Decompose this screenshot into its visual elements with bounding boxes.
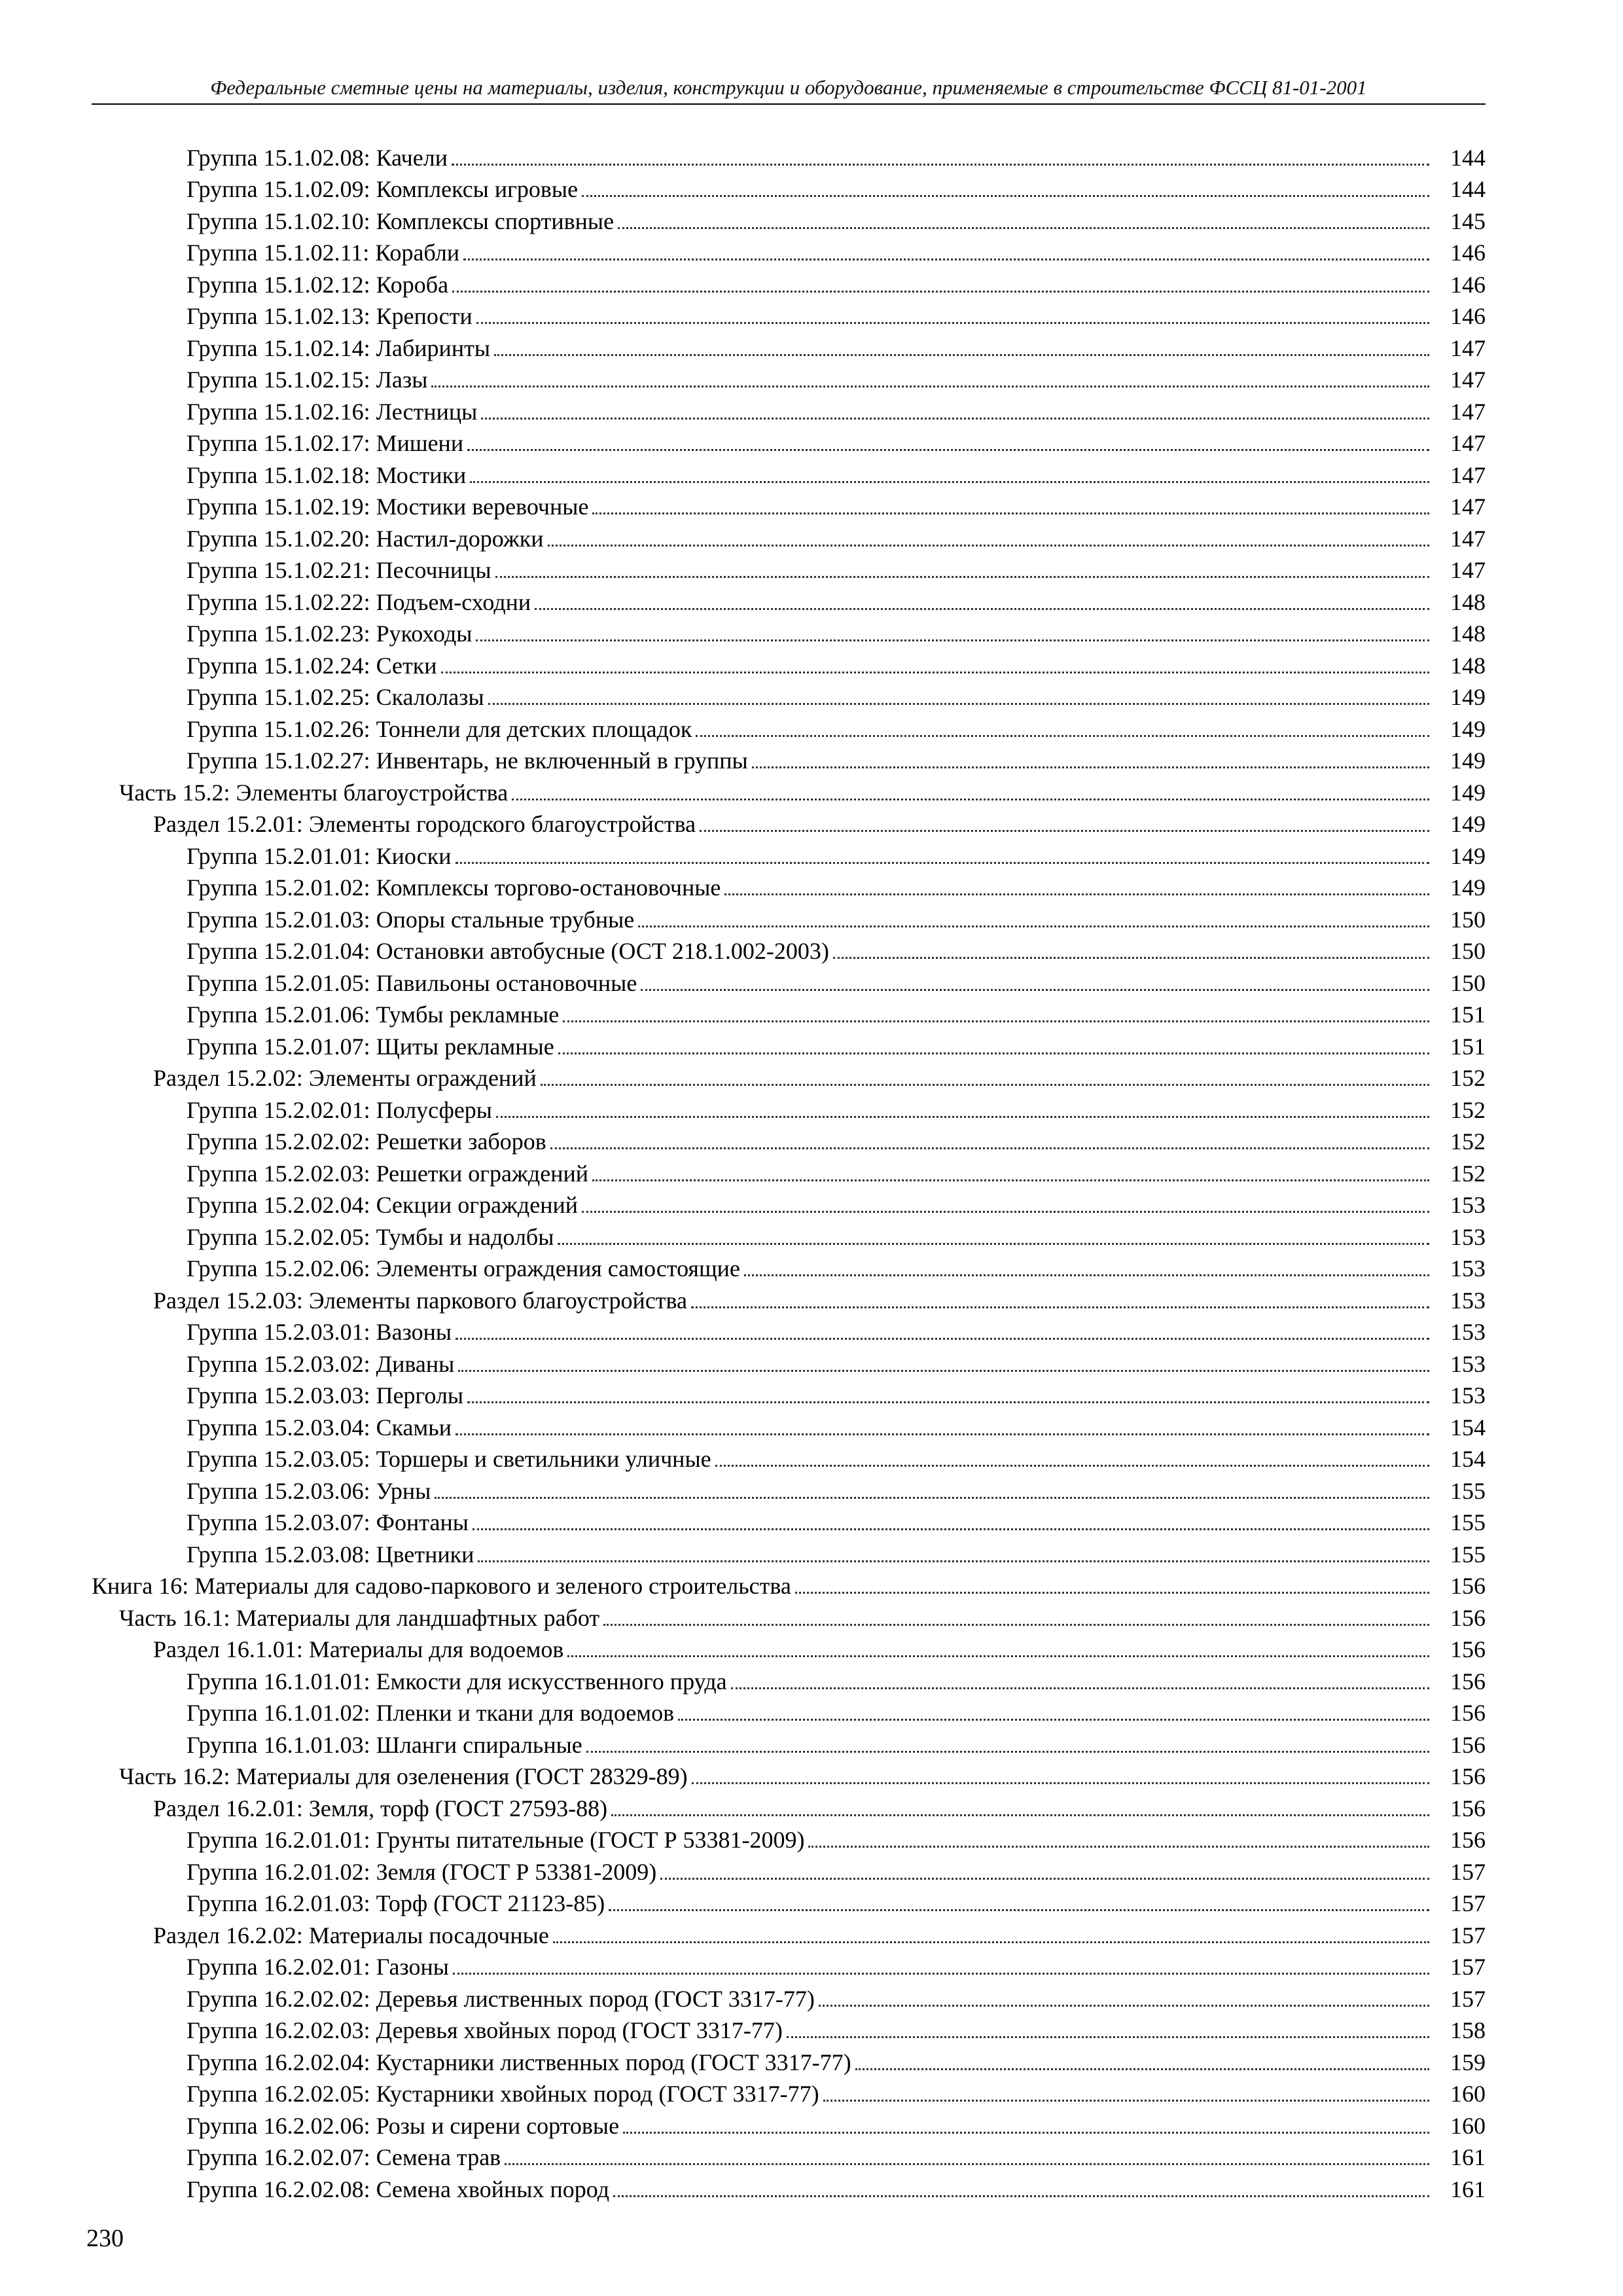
toc-entry-page: 144 xyxy=(1450,144,1486,171)
toc-entry-page: 150 xyxy=(1450,969,1486,996)
toc-entry-title: Группа 15.1.02.09: Комплексы игровые xyxy=(187,176,579,202)
toc-entry-title: Раздел 16.2.02: Материалы посадочные xyxy=(153,1922,549,1948)
toc-entry-page: 155 xyxy=(1450,1477,1486,1504)
toc-entry[interactable] xyxy=(0,617,1623,649)
toc-entry-title: Группа 16.1.01.03: Шланги спиральные xyxy=(187,1731,582,1758)
dot-leader xyxy=(715,1465,1429,1467)
toc-entry[interactable] xyxy=(0,997,1623,1030)
dot-leader xyxy=(582,195,1429,197)
toc-entry-page: 147 xyxy=(1450,398,1486,425)
toc-entry-page: 149 xyxy=(1450,779,1486,806)
toc-entry-title: Группа 15.2.02.04: Секции ограждений xyxy=(187,1192,579,1218)
toc-entry[interactable] xyxy=(0,1727,1623,1759)
toc-entry-title: Группа 15.1.02.27: Инвентарь, не включенный в группы xyxy=(187,747,748,774)
toc-entry-title: Часть 16.1: Материалы для ландшафтных работ xyxy=(119,1604,600,1631)
dot-leader xyxy=(582,1211,1429,1213)
toc-entry-title: Группа 15.1.02.14: Лабиринты xyxy=(187,334,491,361)
toc-entry[interactable] xyxy=(0,1219,1623,1251)
toc-entry-page: 161 xyxy=(1450,2176,1486,2202)
toc-entry-page: 153 xyxy=(1450,1350,1486,1377)
dot-leader xyxy=(833,957,1429,959)
dot-leader xyxy=(435,1497,1429,1499)
toc-entry-title: Группа 16.2.02.01: Газоны xyxy=(187,1954,449,1980)
toc-entry-title: Группа 16.2.02.05: Кустарники хвойных пород (ГОСТ 3317-77) xyxy=(187,2081,819,2107)
dot-leader xyxy=(678,1719,1429,1721)
toc-entry[interactable] xyxy=(0,1600,1623,1632)
toc-entry-page: 148 xyxy=(1450,652,1486,679)
toc-entry[interactable] xyxy=(0,1854,1623,1886)
toc-entry-title: Раздел 15.2.02: Элементы ограждений xyxy=(153,1065,537,1091)
toc-entry-page: 148 xyxy=(1450,620,1486,647)
dot-leader xyxy=(563,1020,1429,1022)
page-number: 230 xyxy=(86,2225,124,2252)
toc-entry-title: Группа 15.2.01.05: Павильоны остановочные xyxy=(187,969,637,996)
dot-leader xyxy=(481,418,1429,420)
toc-entry-page: 150 xyxy=(1450,938,1486,964)
dot-leader xyxy=(787,2036,1429,2038)
toc-entry-title: Группа 15.2.01.01: Киоски xyxy=(187,842,452,869)
toc-entry-title: Группа 15.1.02.16: Лестницы xyxy=(187,398,478,425)
toc-entry[interactable] xyxy=(0,394,1623,426)
dot-leader xyxy=(495,576,1429,578)
toc-entry-title: Группа 15.2.03.05: Торшеры и светильники уличные xyxy=(187,1446,711,1472)
dot-leader xyxy=(744,1274,1429,1276)
toc-entry-title: Группа 16.2.01.03: Торф (ГОСТ 21123-85) xyxy=(187,1890,605,1916)
toc-entry-title: Группа 15.2.01.04: Остановки автобусные (ОСТ 218.1.002-2003) xyxy=(187,938,829,964)
toc-entry[interactable] xyxy=(0,1537,1623,1569)
toc-entry-title: Группа 15.2.03.08: Цветники xyxy=(187,1541,474,1568)
toc-entry-title: Раздел 15.2.03: Элементы паркового благоустройства xyxy=(153,1287,688,1314)
dot-leader xyxy=(467,449,1429,451)
dot-leader xyxy=(494,354,1429,356)
toc-entry-page: 152 xyxy=(1450,1160,1486,1187)
dot-leader xyxy=(476,639,1429,641)
toc-entry-title: Группа 15.1.02.25: Скалолазы xyxy=(187,684,484,710)
dot-leader xyxy=(641,989,1429,991)
toc-entry[interactable] xyxy=(0,204,1623,236)
toc-entry-page: 158 xyxy=(1450,2017,1486,2043)
toc-entry-page: 152 xyxy=(1450,1065,1486,1091)
dot-leader xyxy=(731,1687,1429,1689)
toc-entry-title: Группа 15.1.02.18: Мостики xyxy=(187,461,467,488)
toc-entry[interactable] xyxy=(0,807,1623,839)
toc-entry[interactable] xyxy=(0,584,1623,617)
dot-leader xyxy=(541,1084,1429,1086)
dot-leader xyxy=(603,1624,1429,1626)
toc-entry-page: 154 xyxy=(1450,1446,1486,1472)
toc-entry-page: 147 xyxy=(1450,557,1486,583)
toc-entry-title: Группа 16.2.02.06: Розы и сирени сортовые xyxy=(187,2112,620,2139)
toc-entry-title: Группа 15.2.03.01: Вазоны xyxy=(187,1319,452,1345)
toc-entry-title: Группа 15.2.03.07: Фонтаны xyxy=(187,1509,469,1535)
toc-entry-title: Группа 15.1.02.22: Подъем-сходни xyxy=(187,588,531,615)
toc-entry[interactable] xyxy=(0,2140,1623,2172)
dot-leader xyxy=(431,386,1429,387)
dot-leader xyxy=(692,1782,1429,1784)
toc-entry[interactable] xyxy=(0,1283,1623,1315)
toc-entry[interactable] xyxy=(0,331,1623,363)
toc-entry-title: Группа 15.2.02.01: Полусферы xyxy=(187,1096,492,1123)
toc-entry-page: 151 xyxy=(1450,1033,1486,1060)
dot-leader xyxy=(660,1878,1429,1880)
toc-entry-page: 156 xyxy=(1450,1795,1486,1821)
dot-leader xyxy=(535,608,1429,610)
dot-leader xyxy=(470,481,1429,483)
toc-entry-page: 156 xyxy=(1450,1668,1486,1695)
dot-leader xyxy=(476,322,1429,324)
toc-entry-page: 148 xyxy=(1450,588,1486,615)
toc-entry[interactable] xyxy=(0,775,1623,807)
dot-leader xyxy=(467,1401,1429,1403)
toc-entry-title: Группа 15.1.02.24: Сетки xyxy=(187,652,437,679)
dot-leader xyxy=(455,1433,1429,1435)
toc-entry-page: 152 xyxy=(1450,1128,1486,1155)
toc-entry-page: 160 xyxy=(1450,2112,1486,2139)
toc-entry-title: Раздел 16.2.01: Земля, торф (ГОСТ 27593-88) xyxy=(153,1795,608,1821)
header-divider xyxy=(92,103,1486,105)
dot-leader xyxy=(696,735,1429,737)
toc-entry[interactable] xyxy=(0,140,1623,172)
toc-entry[interactable] xyxy=(0,1410,1623,1442)
dot-leader xyxy=(512,798,1429,800)
toc-entry-title: Книга 16: Материалы для садово-паркового и зеленого строительства xyxy=(92,1573,791,1599)
toc-entry-title: Группа 15.2.03.03: Перголы xyxy=(187,1382,464,1408)
toc-entry-title: Группа 15.2.01.07: Щиты рекламные xyxy=(187,1033,554,1060)
toc-entry-title: Группа 15.1.02.08: Качели xyxy=(187,144,448,171)
toc-entry-page: 147 xyxy=(1450,461,1486,488)
toc-entry[interactable] xyxy=(0,2013,1623,2045)
toc-entry[interactable] xyxy=(0,490,1623,522)
toc-entry-page: 147 xyxy=(1450,525,1486,552)
toc-entry-title: Группа 15.1.02.26: Тоннели для детских площадок xyxy=(187,715,692,742)
toc-entry-page: 157 xyxy=(1450,1890,1486,1916)
dot-leader xyxy=(455,1338,1429,1340)
dot-leader xyxy=(700,830,1429,832)
toc-entry-page: 145 xyxy=(1450,207,1486,234)
toc-entry-title: Часть 15.2: Элементы благоустройства xyxy=(119,779,508,806)
toc-entry[interactable] xyxy=(0,1886,1623,1918)
toc-entry[interactable] xyxy=(0,1950,1623,1982)
toc-entry-title: Группа 15.1.02.19: Мостики веревочные xyxy=(187,493,589,520)
toc-entry[interactable] xyxy=(0,711,1623,744)
toc-entry[interactable] xyxy=(0,172,1623,204)
dot-leader xyxy=(452,291,1429,293)
toc-entry-title: Раздел 15.2.01: Элементы городского благоустройства xyxy=(153,811,696,837)
toc-entry[interactable] xyxy=(0,1124,1623,1157)
dot-leader xyxy=(611,1814,1429,1816)
toc-entry-page: 149 xyxy=(1450,684,1486,710)
toc-entry[interactable] xyxy=(0,426,1623,458)
dot-leader xyxy=(586,1751,1429,1753)
toc-entry-title: Раздел 16.1.01: Материалы для водоемов xyxy=(153,1636,564,1662)
toc-entry-title: Группа 16.2.01.02: Земля (ГОСТ Р 53381-2009) xyxy=(187,1858,657,1885)
toc-entry-page: 153 xyxy=(1450,1255,1486,1282)
toc-entry[interactable] xyxy=(0,648,1623,680)
toc-entry-page: 147 xyxy=(1450,367,1486,393)
toc-entry[interactable] xyxy=(0,1791,1623,1823)
dot-leader xyxy=(752,766,1429,768)
toc-entry[interactable] xyxy=(0,267,1623,299)
dot-leader xyxy=(855,2068,1429,2070)
toc-entry[interactable] xyxy=(0,363,1623,395)
toc-entry[interactable] xyxy=(0,1632,1623,1664)
toc-entry-page: 151 xyxy=(1450,1001,1486,1028)
toc-entry[interactable] xyxy=(0,1092,1623,1124)
dot-leader xyxy=(609,1909,1429,1911)
toc-entry-title: Группа 15.2.02.02: Решетки заборов xyxy=(187,1128,546,1155)
toc-entry-page: 146 xyxy=(1450,271,1486,298)
toc-entry[interactable] xyxy=(0,2077,1623,2109)
toc-entry-page: 161 xyxy=(1450,2144,1486,2170)
toc-entry-page: 149 xyxy=(1450,874,1486,901)
toc-entry[interactable] xyxy=(0,521,1623,553)
toc-entry-page: 157 xyxy=(1450,1922,1486,1948)
dot-leader xyxy=(553,1941,1429,1943)
toc-entry[interactable] xyxy=(0,1505,1623,1537)
toc-entry[interactable] xyxy=(0,1918,1623,1950)
dot-leader xyxy=(558,1243,1429,1245)
toc-entry-title: Группа 15.2.01.03: Опоры стальные трубные xyxy=(187,906,635,933)
toc-entry[interactable] xyxy=(0,1759,1623,1791)
dot-leader xyxy=(819,2005,1429,2007)
dot-leader xyxy=(638,925,1429,927)
toc-entry[interactable] xyxy=(0,1823,1623,1855)
toc-entry[interactable] xyxy=(0,553,1623,585)
toc-entry-title: Группа 15.1.02.17: Мишени xyxy=(187,430,464,456)
toc-entry-page: 153 xyxy=(1450,1287,1486,1314)
toc-entry[interactable] xyxy=(0,236,1623,268)
toc-entry[interactable] xyxy=(0,457,1623,490)
toc-entry-page: 144 xyxy=(1450,176,1486,202)
toc-entry-page: 149 xyxy=(1450,715,1486,742)
toc-entry-title: Группа 15.1.02.11: Корабли xyxy=(187,240,460,266)
dot-leader xyxy=(724,893,1429,895)
toc-entry[interactable] xyxy=(0,902,1623,934)
dot-leader xyxy=(496,1116,1429,1118)
toc-entry-title: Группа 15.2.02.06: Элементы ограждения самостоящие xyxy=(187,1255,740,1282)
toc-entry[interactable] xyxy=(0,1346,1623,1378)
toc-entry-page: 152 xyxy=(1450,1096,1486,1123)
toc-entry-page: 155 xyxy=(1450,1541,1486,1568)
dot-leader xyxy=(623,2132,1429,2134)
toc-entry-page: 160 xyxy=(1450,2081,1486,2107)
toc-entry-page: 157 xyxy=(1450,1985,1486,2012)
toc-entry-title: Группа 15.2.02.05: Тумбы и надолбы xyxy=(187,1223,554,1250)
toc-entry[interactable] xyxy=(0,1156,1623,1188)
toc-entry-title: Группа 16.2.02.08: Семена хвойных пород xyxy=(187,2176,610,2202)
toc-entry[interactable] xyxy=(0,1473,1623,1505)
dot-leader xyxy=(592,512,1429,514)
dot-leader xyxy=(453,1973,1429,1975)
dot-leader xyxy=(441,672,1430,673)
dot-leader xyxy=(458,1370,1429,1372)
toc-entry-page: 146 xyxy=(1450,240,1486,266)
toc-entry-title: Группа 15.2.03.04: Скамьи xyxy=(187,1414,452,1441)
toc-entry-page: 156 xyxy=(1450,1573,1486,1599)
toc-entry-title: Группа 15.1.02.15: Лазы xyxy=(187,367,428,393)
toc-entry[interactable] xyxy=(0,870,1623,903)
dot-leader xyxy=(452,164,1429,166)
toc-entry-title: Группа 15.2.02.03: Решетки ограждений xyxy=(187,1160,589,1187)
dot-leader xyxy=(550,1147,1429,1149)
toc-entry-title: Группа 15.1.02.23: Рукоходы xyxy=(187,620,473,647)
toc-entry-page: 146 xyxy=(1450,303,1486,329)
running-header: Федеральные сметные цены на материалы, изделия, конструкции и оборудование, применяемые в строительстве ФССЦ 81-01-2001 xyxy=(210,76,1367,99)
toc-entry[interactable] xyxy=(0,1569,1623,1601)
toc-entry[interactable] xyxy=(0,838,1623,870)
toc-entry[interactable] xyxy=(0,2045,1623,2077)
toc-entry-title: Группа 15.2.01.02: Комплексы торгово-остановочные xyxy=(187,874,721,901)
toc-entry-title: Группа 16.2.01.01: Грунты питательные (ГОСТ Р 53381-2009) xyxy=(187,1827,805,1853)
toc-entry-page: 157 xyxy=(1450,1858,1486,1885)
toc-entry-page: 153 xyxy=(1450,1192,1486,1218)
dot-leader xyxy=(691,1306,1429,1308)
toc-entry[interactable] xyxy=(0,1251,1623,1283)
dot-leader xyxy=(618,227,1429,229)
toc-entry[interactable] xyxy=(0,680,1623,712)
toc-entry-title: Группа 15.1.02.10: Комплексы спортивные xyxy=(187,207,615,234)
dot-leader xyxy=(463,259,1429,260)
toc-entry-page: 149 xyxy=(1450,842,1486,869)
toc-entry-title: Группа 16.1.01.02: Пленки и ткани для водоемов xyxy=(187,1700,675,1726)
toc-entry-page: 149 xyxy=(1450,811,1486,837)
toc-entry-page: 156 xyxy=(1450,1700,1486,1726)
toc-entry-title: Группа 16.2.02.02: Деревья лиственных пород (ГОСТ 3317-77) xyxy=(187,1985,815,2012)
toc-entry[interactable] xyxy=(0,965,1623,997)
toc-entry[interactable] xyxy=(0,1188,1623,1220)
dot-leader xyxy=(505,2163,1429,2165)
toc-entry-title: Группа 15.2.03.06: Урны xyxy=(187,1477,431,1504)
toc-entry-page: 149 xyxy=(1450,747,1486,774)
toc-entry-page: 156 xyxy=(1450,1636,1486,1662)
toc-entry-title: Группа 15.1.02.20: Настил-дорожки xyxy=(187,525,544,552)
toc-entry[interactable] xyxy=(0,1981,1623,2013)
toc-entry[interactable] xyxy=(0,744,1623,776)
dot-leader xyxy=(473,1528,1429,1530)
toc-entry[interactable] xyxy=(0,1442,1623,1474)
toc-entry-page: 150 xyxy=(1450,906,1486,933)
dot-leader xyxy=(488,703,1429,705)
dot-leader xyxy=(558,1052,1429,1054)
toc-entry-page: 156 xyxy=(1450,1827,1486,1853)
toc-entry-page: 159 xyxy=(1450,2049,1486,2075)
toc-entry-title: Часть 16.2: Материалы для озеленения (ГОСТ 28329-89) xyxy=(119,1763,688,1789)
toc-entry[interactable] xyxy=(0,2108,1623,2140)
toc-entry-title: Группа 16.2.02.07: Семена трав xyxy=(187,2144,501,2170)
dot-leader xyxy=(567,1655,1429,1657)
toc-entry-page: 147 xyxy=(1450,430,1486,456)
toc-entry[interactable] xyxy=(0,1061,1623,1093)
toc-entry-page: 157 xyxy=(1450,1954,1486,1980)
toc-entry-page: 153 xyxy=(1450,1319,1486,1345)
toc-entry[interactable] xyxy=(0,1315,1623,1347)
toc-entry-page: 147 xyxy=(1450,334,1486,361)
toc-entry-page: 153 xyxy=(1450,1382,1486,1408)
toc-entry[interactable] xyxy=(0,2172,1623,2204)
toc-entry[interactable] xyxy=(0,299,1623,331)
dot-leader xyxy=(823,2100,1429,2102)
dot-leader xyxy=(808,1846,1429,1848)
dot-leader xyxy=(613,2195,1429,2197)
dot-leader xyxy=(795,1592,1429,1594)
toc-entry-title: Группа 16.2.02.04: Кустарники лиственных пород (ГОСТ 3317-77) xyxy=(187,2049,851,2075)
toc-entry-page: 156 xyxy=(1450,1731,1486,1758)
toc-entry-title: Группа 15.1.02.21: Песочницы xyxy=(187,557,491,583)
toc-entry-page: 155 xyxy=(1450,1509,1486,1535)
toc-entry-page: 156 xyxy=(1450,1763,1486,1789)
table-of-contents xyxy=(0,140,1623,2204)
toc-entry-title: Группа 16.1.01.01: Емкости для искусственного пруда xyxy=(187,1668,727,1695)
dot-leader xyxy=(478,1560,1429,1562)
toc-entry-title: Группа 15.1.02.13: Крепости xyxy=(187,303,473,329)
toc-entry[interactable] xyxy=(0,1664,1623,1696)
toc-entry-title: Группа 15.2.03.02: Диваны xyxy=(187,1350,455,1377)
dot-leader xyxy=(548,545,1429,547)
toc-entry[interactable] xyxy=(0,1029,1623,1061)
toc-entry-page: 153 xyxy=(1450,1223,1486,1250)
toc-entry-page: 156 xyxy=(1450,1604,1486,1631)
dot-leader xyxy=(455,862,1430,864)
toc-entry-page: 147 xyxy=(1450,493,1486,520)
toc-entry[interactable] xyxy=(0,1696,1623,1728)
toc-entry[interactable] xyxy=(0,934,1623,966)
toc-entry-title: Группа 16.2.02.03: Деревья хвойных пород (ГОСТ 3317-77) xyxy=(187,2017,783,2043)
toc-entry[interactable] xyxy=(0,1378,1623,1410)
dot-leader xyxy=(592,1179,1429,1181)
toc-entry-title: Группа 15.1.02.12: Короба xyxy=(187,271,449,298)
toc-entry-title: Группа 15.2.01.06: Тумбы рекламные xyxy=(187,1001,560,1028)
toc-entry-page: 154 xyxy=(1450,1414,1486,1441)
